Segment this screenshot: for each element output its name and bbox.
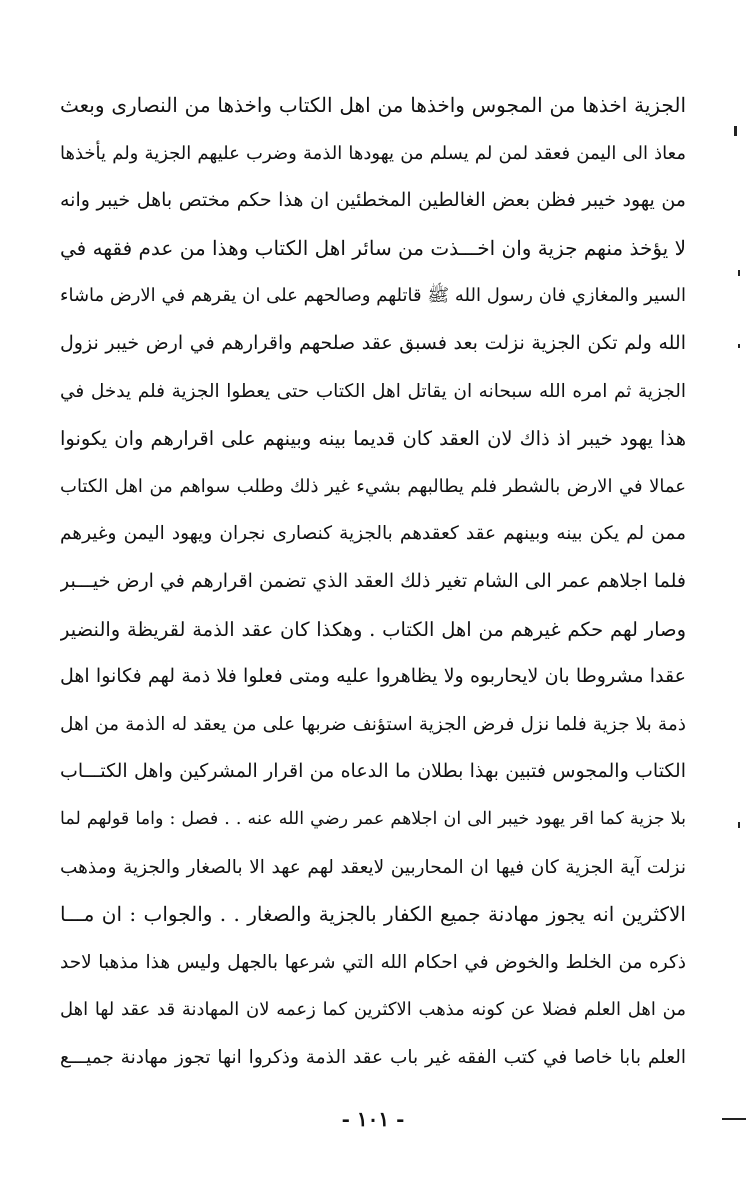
text-line: الله ولم تكن الجزية نزلت بعد فسبق عقد صلحهم واقرارهم في ارض خيبر نزول — [60, 331, 686, 354]
text-line: لا يؤخذ منهم جزية وان اخـــذت من سائر اهل الكتاب وهذا من عدم فقهه في — [60, 235, 686, 260]
body-text — [60, 82, 686, 1081]
scan-mark — [738, 822, 740, 828]
text-line: فلما اجلاهم عمر الى الشام تغير ذلك العقد الذي تضمن اقرارهم في ارض خيـــبر — [60, 569, 686, 592]
text-line: ذكره من الخلط والخوض في احكام الله التي شرعها بالجهل وليس هذا مذهبا لاحد — [60, 951, 686, 973]
text-line: نزلت آية الجزية كان فيها ان المحاربين لايعقد لهم عهد الا بالصغار والجزية ومذهب — [60, 856, 686, 878]
text-line: عقدا مشروطا بان لايحاربوه ولا يظاهروا عليه ومتى فعلوا فلا ذمة لهم فكانوا اهل — [60, 665, 686, 688]
text-line: الجزية ثم امره الله سبحانه ان يقاتل اهل الكتاب حتى يعطوا الجزية فلم يدخل في — [60, 380, 686, 402]
text-line: الكتاب والمجوس فتبين بهذا بطلان ما الدعاه من اقرار المشركين واهل الكتـــاب — [60, 760, 686, 783]
scan-mark — [738, 270, 740, 276]
text-line: هذا يهود خيبر اذ ذاك لان العقد كان قديما بينه وبينهم على اقرارهم وان يكونوا — [60, 427, 686, 451]
page-number: - ١٠١ - — [341, 1107, 405, 1131]
text-line: الاكثرين انه يجوز مهادنة جميع الكفار بالجزية والصغار . . والجواب : ان مـــا — [60, 902, 686, 927]
text-line: العلم بابا خاصا في كتب الفقه غير باب عقد الذمة وذكروا انها تجوز مهادنة جميـــع — [60, 1046, 686, 1068]
text-line: السير والمغازي فان رسول الله ﷺ قاتلهم وصالحهم على ان يقرهم في الارض ماشاء — [60, 285, 686, 307]
scan-mark — [734, 126, 737, 136]
text-line: من يهود خيبر فظن بعض الغالطين المخطئين ان هذا حكم مختص باهل خيبر وانه — [60, 189, 686, 212]
text-line: عمالا في الارض بالشطر فلم يطالبهم بشيء غير ذلك وطلب سواهم من اهل الكتاب — [60, 475, 686, 497]
text-line: من اهل العلم فضلا عن كونه مذهب الاكثرين كما زعمه لان المهادنة قد عقد لها اهل — [60, 999, 686, 1021]
text-line: معاذ الى اليمن فعقد لمن لم يسلم من يهودها الذمة وضرب عليهم الجزية ولم يأخذها — [60, 142, 686, 164]
text-line: الجزية اخذها من المجوس واخذها من اهل الكتاب واخذها من النصارى وبعث — [60, 93, 686, 117]
text-line: ذمة بلا جزية فلما نزل فرض الجزية استؤنف ضربها على من يعقد له الذمة من اهل — [60, 713, 686, 735]
text-line: ممن لم يكن بينه وبينهم عقد كعقدهم بالجزية كنصارى نجران ويهود اليمن وغيرهم — [60, 523, 686, 545]
scan-mark — [722, 1118, 746, 1120]
scan-mark — [738, 344, 740, 348]
text-line: بلا جزية كما اقر يهود خيبر الى ان اجلاهم عمر رضي الله عنه . . فصل : واما قولهم لما — [60, 808, 686, 829]
text-line: وصار لهم حكم غيرهم من اهل الكتاب . وهكذا كان عقد الذمة لقريظة والنضير — [60, 617, 686, 641]
